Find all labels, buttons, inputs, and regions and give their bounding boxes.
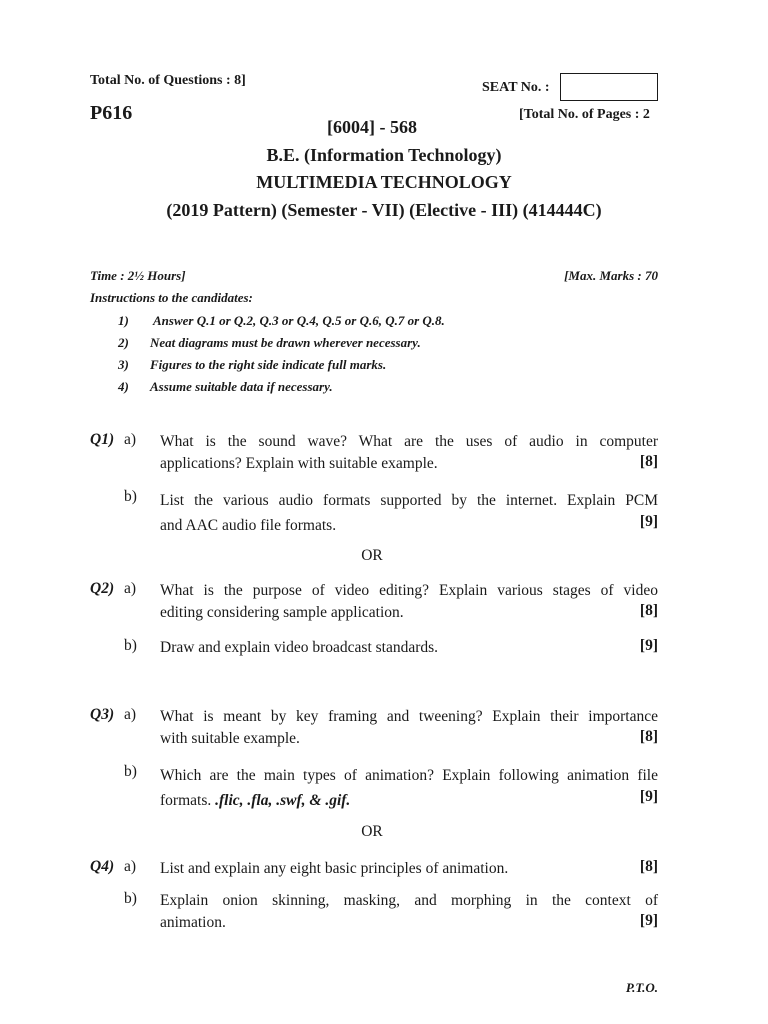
question-text-q2a: [160, 580, 658, 624]
marks-q1a: [8]: [639, 453, 658, 470]
question-line: Which are the main types of animation? Explain following animation file: [160, 767, 658, 784]
instruction-text: Assume suitable data if necessary.: [150, 379, 333, 394]
question-text-q1b: [160, 488, 658, 538]
question-line: editing considering sample application.: [160, 604, 404, 621]
instructions-title: Instructions to the candidates:: [90, 290, 253, 305]
question-line: List the various audio formats supported by the internet. Explain PCM: [160, 492, 658, 509]
marks-q3a: [8]: [639, 728, 658, 745]
instruction-text: Neat diagrams must be drawn wherever necessary.: [150, 335, 421, 350]
part-label: b): [124, 890, 137, 907]
part-label: a): [124, 706, 137, 723]
question-line: What is the purpose of video editing? Explain various stages of video: [160, 582, 658, 599]
question-line: What is meant by key framing and tweening? Explain their importance: [160, 708, 658, 725]
instruction-number: 1): [118, 313, 129, 328]
question-line: List and explain any eight basic principles of animation.: [160, 860, 509, 877]
max-marks: [Max. Marks : 70: [564, 268, 658, 283]
formats-prefix: formats.: [160, 792, 216, 809]
paper-id: P616: [90, 102, 133, 124]
marks-q3b: [9]: [639, 788, 658, 805]
marks-q2a: [8]: [639, 602, 658, 619]
total-questions: Total No. of Questions : 8]: [90, 73, 246, 88]
question-text-q2b: [160, 637, 658, 659]
part-label: b): [124, 763, 137, 780]
question-line: animation.: [160, 914, 226, 931]
marks-q4a: [8]: [639, 858, 658, 875]
or-separator: OR: [361, 823, 383, 840]
page-turn-over: P.T.O.: [625, 980, 658, 995]
file-formats: .flic, .fla, .swf, & .gif.: [215, 792, 351, 809]
question-number-q2: Q2): [90, 580, 115, 597]
question-line: Explain onion skinning, masking, and morphing in the context of: [160, 892, 658, 909]
part-label: a): [124, 858, 137, 875]
marks-q4b: [9]: [639, 912, 658, 929]
degree-title: B.E. (Information Technology): [266, 145, 502, 165]
part-label: a): [124, 580, 137, 597]
or-separator: OR: [361, 547, 383, 564]
total-pages: [Total No. of Pages : 2: [519, 107, 650, 122]
part-label: a): [124, 431, 137, 448]
paper-code: [6004] - 568: [327, 117, 417, 137]
question-line: and AAC audio file formats.: [160, 517, 337, 534]
exam-time: Time : 2½ Hours]: [90, 268, 186, 283]
part-label: b): [124, 488, 137, 505]
instruction-number: 2): [118, 335, 129, 350]
instruction-number: 4): [118, 379, 129, 394]
question-line: [160, 788, 658, 813]
seat-number-label: SEAT No. :: [482, 80, 550, 95]
question-number-q3: Q3): [90, 706, 115, 723]
instruction-text: Figures to the right side indicate full marks.: [150, 357, 387, 372]
question-text-q4b: [160, 890, 658, 934]
instruction-text: Answer Q.1 or Q.2, Q.3 or Q.4, Q.5 or Q.6, Q.7 or Q.8.: [153, 313, 445, 328]
instruction-number: 3): [118, 357, 129, 372]
question-text-q3b: [160, 763, 658, 813]
pattern-title: (2019 Pattern) (Semester - VII) (Elective - III) (414444C): [166, 200, 602, 220]
question-text-q4a: [160, 858, 658, 880]
question-text-q3a: [160, 706, 658, 750]
question-line: applications? Explain with suitable example.: [160, 455, 438, 472]
marks-q1b: [9]: [639, 513, 658, 530]
question-number-q4: Q4): [90, 858, 115, 875]
question-line: What is the sound wave? What are the uses of audio in computer: [160, 433, 658, 450]
question-line: with suitable example.: [160, 730, 300, 747]
marks-q2b: [9]: [639, 637, 658, 654]
question-text-q1a: [160, 431, 658, 475]
question-number-q1: Q1): [90, 431, 115, 448]
part-label: b): [124, 637, 137, 654]
question-line: Draw and explain video broadcast standards.: [160, 639, 439, 656]
subject-title: MULTIMEDIA TECHNOLOGY: [256, 172, 512, 192]
seat-number-box: [560, 73, 658, 101]
